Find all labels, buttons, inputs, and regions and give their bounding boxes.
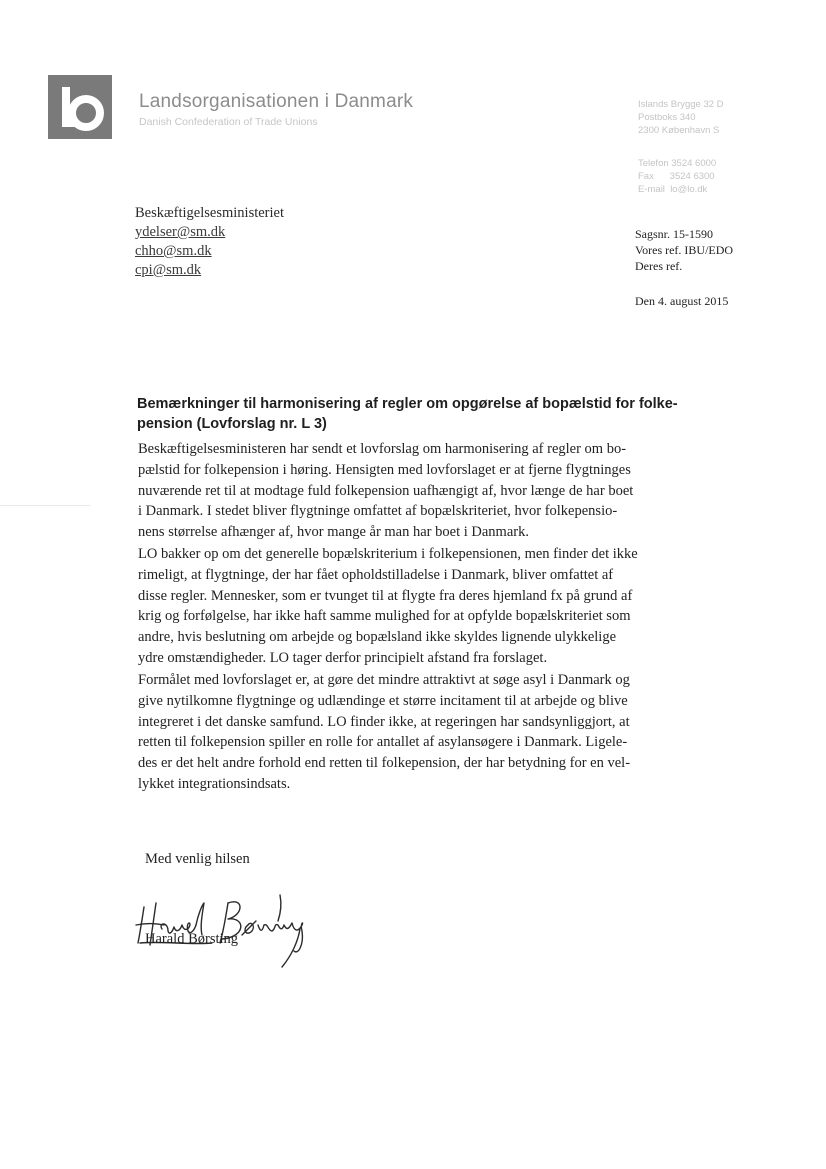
paragraph-line: Beskæftigelsesministeren har sendt et lovforslag om harmonisering af regler om bo- <box>138 441 627 457</box>
org-contact <box>638 157 716 196</box>
signature-drawing <box>132 885 322 970</box>
paragraph-line: rimeligt, at flygtninge, der har fået opholdstilladelse i Danmark, bliver omfattet af <box>138 566 614 583</box>
body-paragraph-3 <box>138 670 698 795</box>
closing-greeting: Med venlig hilsen <box>145 851 250 867</box>
address-line: Islands Brygge 32 D <box>638 99 724 110</box>
our-reference: Vores ref. IBU/EDO <box>635 243 734 257</box>
handwritten-signature <box>132 885 322 975</box>
paragraph-line: nuværende ret til at modtage fuld folkepension uafhængigt af, hvor længe de har boet <box>138 482 634 499</box>
case-number: Sagsnr. 15-1590 <box>635 227 713 241</box>
paragraph-line: give nytilkomne flygtninge og udlændinge et større incitament til at arbejde og blive <box>138 692 628 709</box>
recipient-block <box>135 204 284 280</box>
paragraph-line: ydre omstændigheder. LO tager derfor principielt afstand fra forslaget. <box>138 649 548 666</box>
org-name: Landsorganisationen i Danmark <box>139 91 414 112</box>
phone-line: Telefon 3524 6000 <box>638 158 717 169</box>
heading-line: pension (Lovforslag nr. L 3) <box>137 416 327 432</box>
address-line: 2300 København S <box>638 125 720 136</box>
paragraph-line: andre, hvis beslutning om arbejde og bopælsland ikke skyldes lignende ulykkelige <box>138 629 617 646</box>
letter-date: Den 4. august 2015 <box>635 294 729 308</box>
recipient-email-link[interactable]: chho@sm.dk <box>135 243 212 259</box>
paragraph-line: pælstid for folkepension i høring. Hensigten med lovforslaget er at fjerne flygtninges <box>138 461 631 478</box>
org-subtitle: Danish Confederation of Trade Unions <box>139 116 318 128</box>
heading-line: Bemærkninger til harmonisering af regler om opgørelse af bopælstid for folke- <box>137 396 678 412</box>
your-reference: Deres ref. <box>635 259 683 273</box>
paragraph-line: retten til folkepension spiller en rolle for antallet af asylansøgere i Danmark. Ligele- <box>138 734 628 751</box>
lo-logo-mark <box>48 75 112 139</box>
body-paragraph-1 <box>138 439 698 543</box>
paragraph-line: des er det helt andre forhold end retten til folkepension, der har betydning for en vel- <box>138 755 631 772</box>
body-paragraph-2 <box>138 544 698 669</box>
paragraph-line: LO bakker op om det generelle bopælskriterium i folkepensionen, men finder det ikke <box>138 546 638 562</box>
paragraph-line: i Danmark. I stedet bliver flygtninge omfattet af bopælskriteriet, hvor folkepensio- <box>138 503 618 520</box>
fax-line: Fax 3524 6300 <box>638 171 715 182</box>
reference-block <box>635 226 733 274</box>
paragraph-line: Formålet med lovforslaget er, at gøre det mindre attraktivt at søge asyl i Danmark og <box>138 672 630 688</box>
paragraph-line: nens størrelse afhænger af, hvor mange år man har boet i Danmark. <box>138 524 529 541</box>
email-line: E-mail lo@lo.dk <box>638 184 708 195</box>
scan-artifact-line <box>0 505 90 506</box>
org-address <box>638 98 724 137</box>
paragraph-line: disse regler. Mennesker, som er tvunget til at flygte fra deres hjemland fx på grund af <box>138 587 633 604</box>
paragraph-line: lykket integrationsindsats. <box>138 775 291 792</box>
recipient-email-link[interactable]: cpi@sm.dk <box>135 262 202 278</box>
paragraph-line: integreret i det danske samfund. LO finder ikke, at regeringen har sandsynliggjort, at <box>138 713 630 730</box>
letter-heading <box>137 394 697 434</box>
lo-logo <box>48 75 112 139</box>
address-line: Postboks 340 <box>638 112 696 123</box>
recipient-email-link[interactable]: ydelser@sm.dk <box>135 224 226 240</box>
signer-name: Harald Børsting <box>145 931 239 947</box>
recipient-name: Beskæftigelsesministeriet <box>135 205 285 221</box>
paragraph-line: krig og forfølgelse, har ikke haft samme mulighed for at opfylde bopælskriteriet som <box>138 608 631 625</box>
